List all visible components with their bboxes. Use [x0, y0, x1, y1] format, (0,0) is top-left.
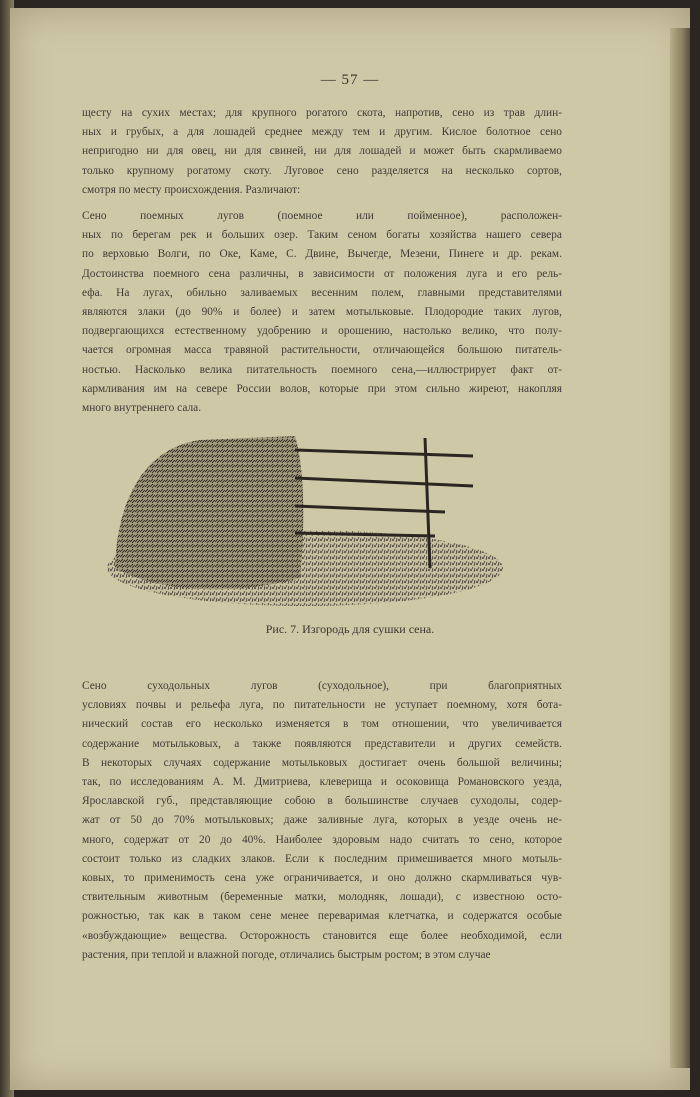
text-line: много внутреннего сала.	[82, 402, 202, 415]
text-line: ствительным животным (беременные матки, молодняк, лошади), с известною осто-	[82, 891, 562, 904]
paragraph-2	[82, 207, 562, 418]
text-line: «возбуждающие» вещества. Осторожность становится еще более необходимой, если	[82, 929, 562, 942]
page-edge	[670, 28, 690, 1068]
text-line: смотря по месту происхождения. Различают:	[82, 183, 301, 196]
text-line: так, по исследованиям А. М. Дмитриева, клеверища и осоковища Романовского уезда,	[82, 776, 562, 789]
text-line: ных и грубых, а для лошадей среднее между тем и другим. Кислое болотное сено	[82, 126, 562, 139]
text-line: содержание мотыльковых, а также появляются представители и других семейств.	[82, 737, 562, 750]
text-line: Достоинства поемного сена различны, в зависимости от положения луга и его рель-	[82, 267, 562, 280]
text-line: кармливания им на севере России волов, которые при этом сильно жиреют, накопляя	[82, 382, 562, 395]
text-line: Сено суходольных лугов (суходольное), при благоприятных	[82, 680, 562, 692]
text-line: ефа. На лугах, обильно заливаемых весенним полем, главными представителями	[82, 286, 562, 299]
text-line: рожностью, так как в таком сене менее переваримая клетчатка, и содержатся особые	[82, 910, 562, 923]
text-line: ных по берегам рек и больших озер. Таким сеном богаты хозяйства нашего севера	[82, 229, 562, 242]
text-line: щесту на сухих местах; для крупного рогатого скота, напротив, сено из трав длин-	[82, 107, 562, 119]
figure-caption: Рис. 7. Изгородь для сушки сена.	[265, 622, 435, 636]
text-line: Сено поемных лугов (поемное или пойменное), расположен-	[82, 210, 562, 222]
text-line: по верховью Волги, по Оке, Каме, С. Двине, Вычегде, Мезени, Пинеге и др. рекам.	[82, 248, 562, 261]
hay-stack	[115, 436, 303, 589]
text-line: непригодно ни для овец, ни для свиней, ни для лошадей и может быть скармливаемо	[82, 145, 562, 158]
page-number: — 57 —	[320, 72, 380, 88]
text-line: являются злаки (до 90% и более) и затем мотыльковые. Плодородие таких лугов,	[82, 306, 562, 319]
text-line: состоит только из сладких злаков. Если к последним примешивается много мотыль-	[82, 852, 562, 865]
text-line: ностью. Насколько велика питательность поемного сена,—иллюстрирует факт от-	[82, 363, 562, 376]
hay-drying-fence-illustration	[105, 428, 505, 608]
paragraph-3	[82, 677, 562, 965]
text-line: В некоторых случаях содержание мотыльковых достигает очень большой величины;	[82, 756, 562, 769]
text-line: много, содержат от 20 до 40%. Наиболее здоровым надо считать то сено, которое	[82, 833, 562, 846]
text-line: растения, при теплой и влажной погоде, отличались быстрым ростом; в этом случае	[82, 948, 491, 961]
text-line: условиях почвы и рельефа луга, по питательности не уступает поемному, хотя бота-	[82, 699, 562, 712]
text-line: жат от 50 до 70% мотыльковых; даже заливные луга, которых в уезде очень не-	[82, 814, 562, 827]
text-line: подвергающихся естественному удобрению и орошению, настолько велико, что полу-	[82, 325, 562, 338]
text-line: ковых, то применимость сена уже ограничивается, и оно должно скармливаться чув-	[82, 872, 562, 885]
paragraph-1	[82, 104, 562, 200]
text-line: только крупному рогатому скоту. Луговое сено разделяется на несколько сортов,	[82, 164, 562, 177]
text-line: Ярославской губ., представляющие собою в большинстве случаев суходолы, содер-	[82, 795, 562, 808]
text-line: нический состав его несколько изменяется в том отношении, что увеличивается	[82, 718, 562, 731]
text-line: чается огромная масса травяной растительности, отличающейся большою питатель-	[82, 344, 562, 357]
